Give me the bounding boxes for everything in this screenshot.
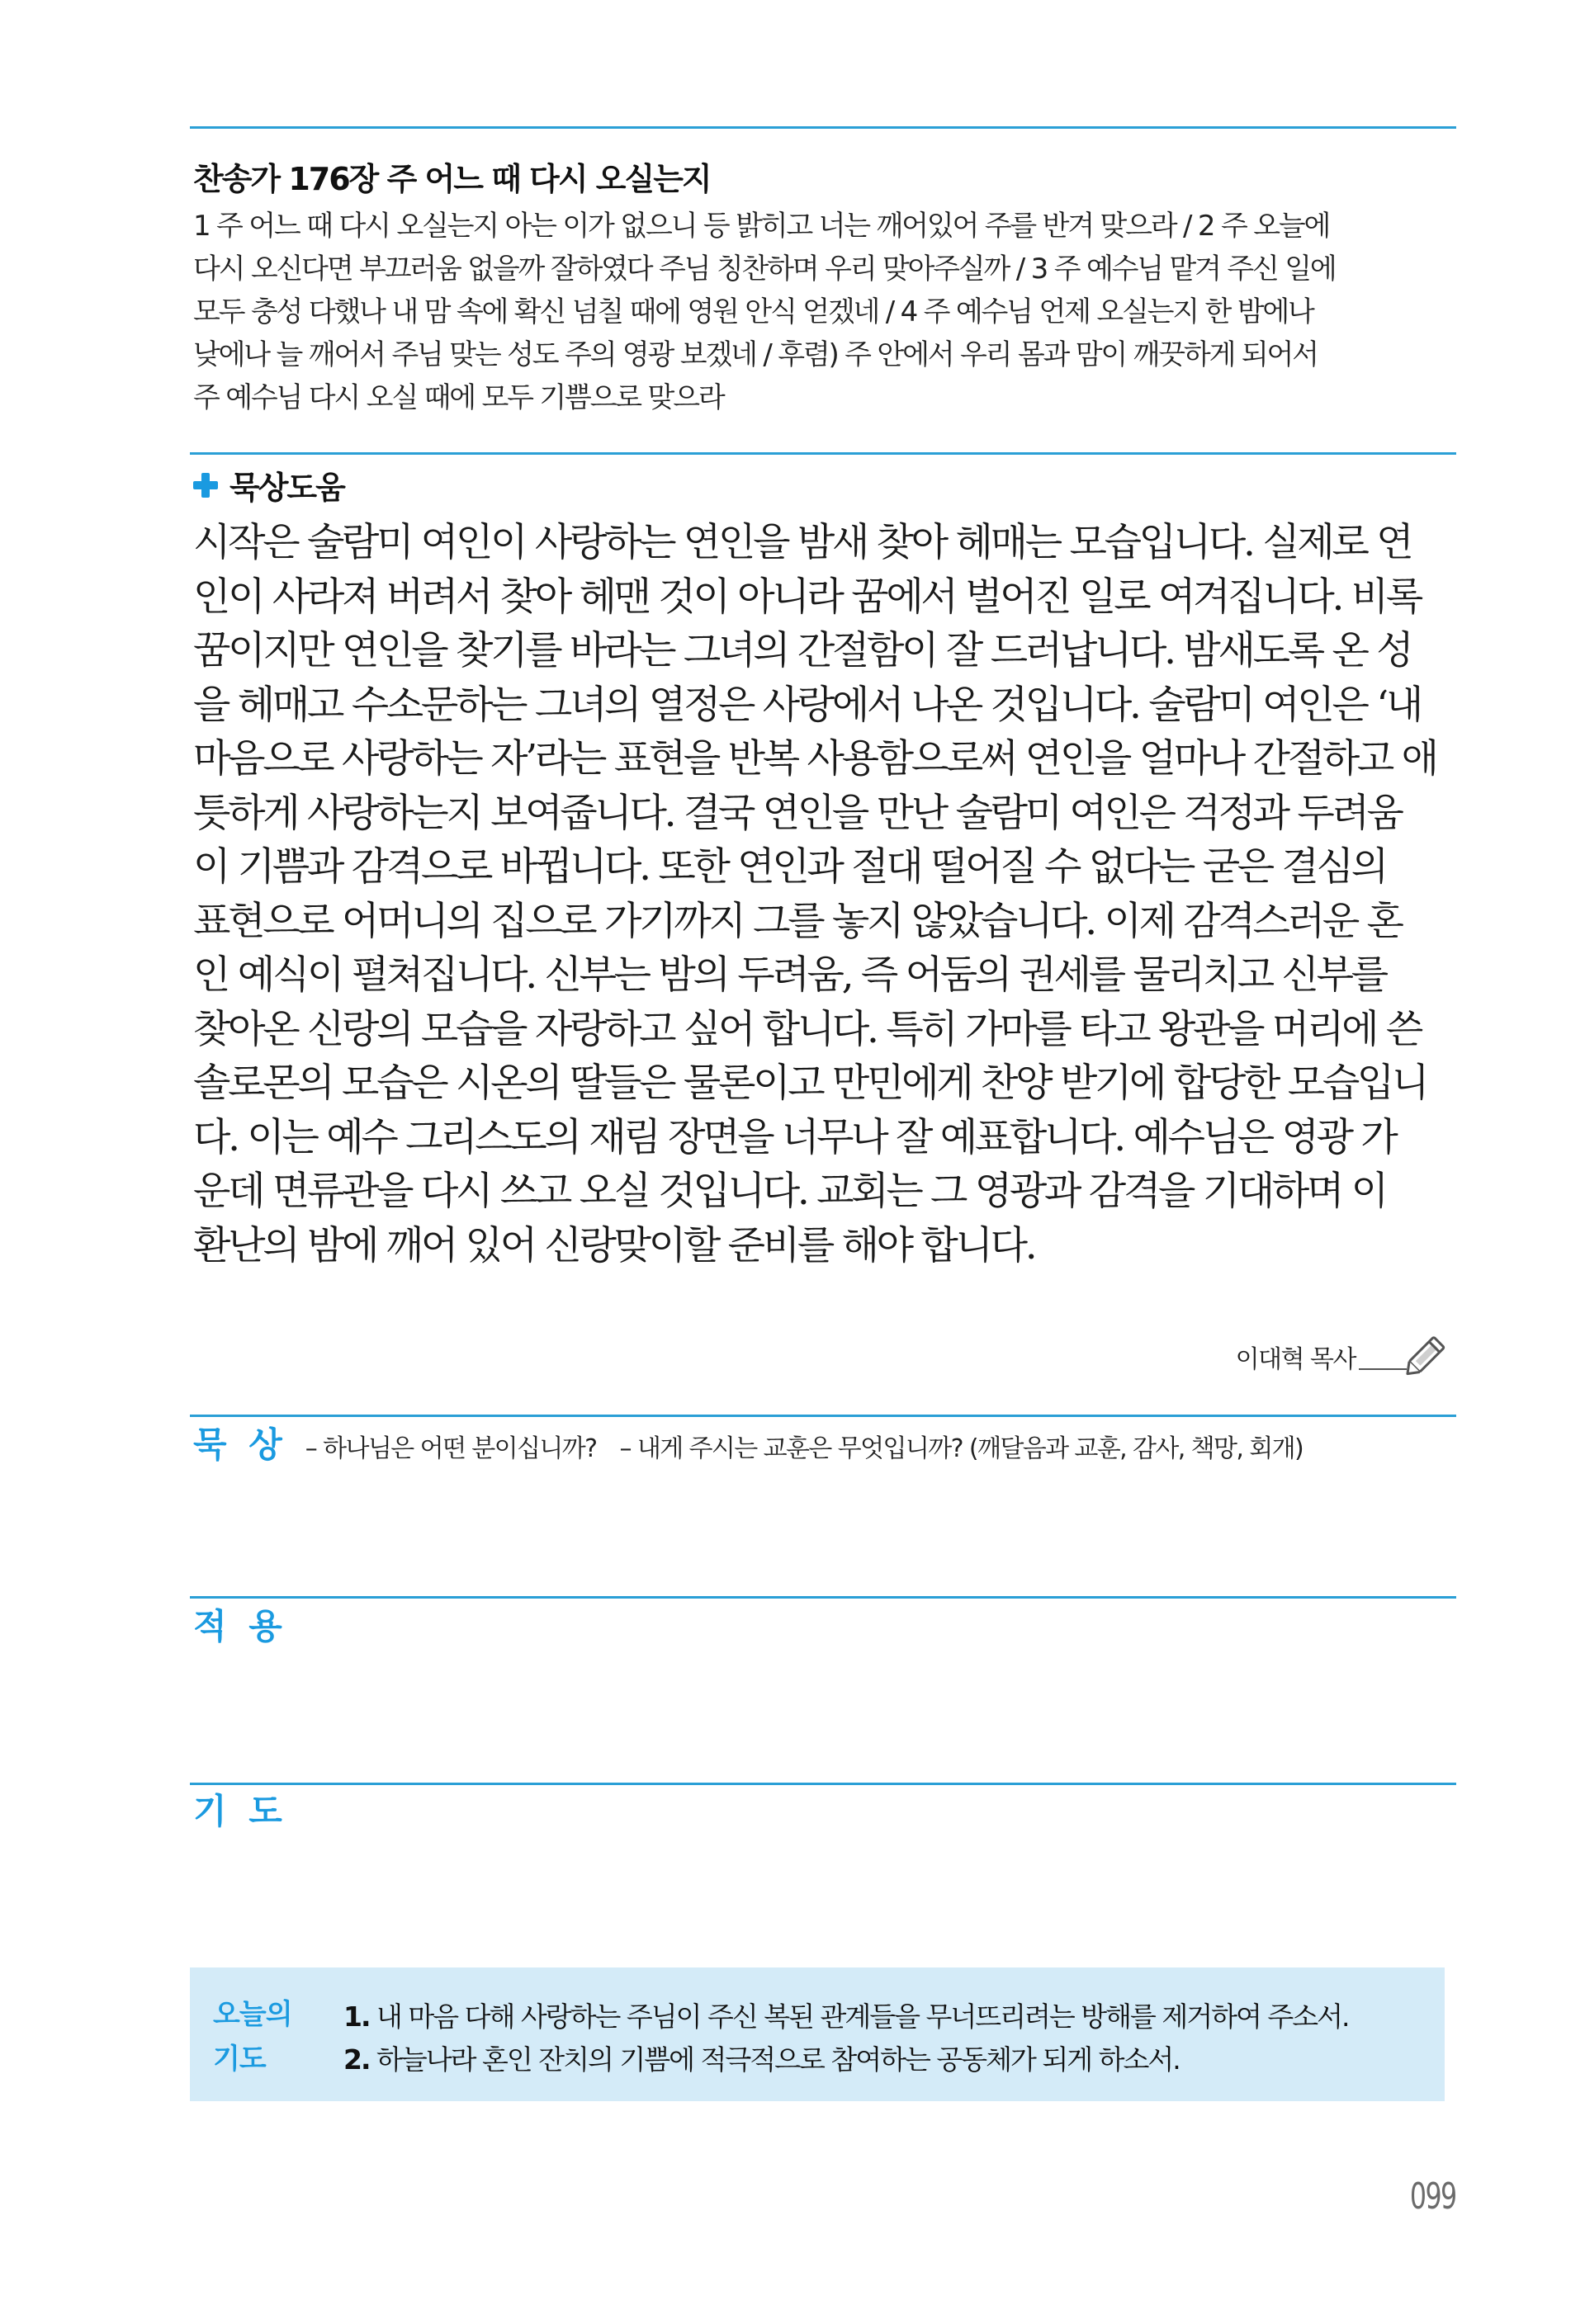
prayer-item-text: 내 마음 다해 사랑하는 주님이 주신 복된 관계들을 무너뜨리려는 방해를 제거하여 주소서.	[369, 2000, 1349, 2033]
body-line: 을 헤매고 수소문하는 그녀의 열정은 사랑에서 나온 것입니다. 술람미 여인은 ‘내	[193, 682, 1421, 728]
prayer-item-number: 1.	[343, 2000, 370, 2033]
todays-prayer-title	[213, 1992, 292, 2081]
body-line: 환난의 밤에 깨어 있어 신랑맞이할 준비를 해야 합니다.	[193, 1222, 1035, 1268]
prayer-list	[343, 1996, 1348, 2081]
meditation-questions	[193, 1418, 1303, 1467]
application-label: 적 용	[193, 1606, 287, 1646]
question-lesson: – 내게 주시는 교훈은 무엇입니까? (깨달음과 교훈, 감사, 책망, 회개)	[619, 1434, 1303, 1463]
body-line: 인 예식이 펼쳐집니다. 신부는 밤의 두려움, 즉 어둠의 권세를 물리치고 신부를	[193, 952, 1386, 998]
hymn-line: 낮에나 늘 깨어서 주님 맞는 성도 주의 영광 보겠네 / 후렴) 주 안에서 우리 몸과 맘이 깨끗하게 되어서	[193, 338, 1318, 371]
application-divider	[190, 1596, 1456, 1599]
hymn-line: 주 예수님 다시 오실 때에 모두 기쁨으로 맞으라	[193, 381, 724, 414]
body-line: 찾아온 신랑의 모습을 자랑하고 싶어 합니다. 특히 가마를 타고 왕관을 머리에 쓴	[193, 1006, 1421, 1052]
meditation-help-title: 묵상도움	[229, 470, 344, 506]
prayer-label: 기 도	[193, 1791, 287, 1831]
body-line: 솔로몬의 모습은 시온의 딸들은 물론이고 만민에게 찬양 받기에 합당한 모습입니	[193, 1060, 1427, 1106]
prayer-item-text: 하늘나라 혼인 잔치의 기쁨에 적극적으로 참여하는 공동체가 되게 하소서.	[369, 2043, 1180, 2076]
hymn-divider	[190, 452, 1456, 455]
body-line: 표현으로 어머니의 집으로 가기까지 그를 놓지 않았습니다. 이제 감격스러운 혼	[193, 898, 1402, 944]
body-line: 틋하게 사랑하는지 보여줍니다. 결국 연인을 만난 술람미 여인은 걱정과 두려움	[193, 790, 1402, 836]
hymn-line: 다시 오신다면 부끄러움 없을까 잘하였다 주님 칭찬하며 우리 맞아주실까 / 3 주 예수님 맡겨 주신 일에	[193, 253, 1336, 286]
hymn-line: 1 주 어느 때 다시 오실는지 아는 이가 없으니 등 밝히고 너는 깨어있어 주를 반겨 맞으라 / 2 주 오늘에	[193, 210, 1330, 243]
prayer-item-number: 2.	[343, 2043, 370, 2076]
question-god: – 하나님은 어떤 분이십니까?	[305, 1434, 597, 1463]
body-line: 마음으로 사랑하는 자’라는 표현을 반복 사용함으로써 연인을 얼마나 간절하고 애	[193, 736, 1436, 782]
meditation-help-body	[193, 516, 1460, 1273]
hymn-title: 찬송가 176장 주 어느 때 다시 오실는지	[193, 161, 711, 197]
todays-prayer-title-line: 오늘의	[213, 1998, 292, 2031]
pencil-icon	[1398, 1330, 1456, 1380]
plus-icon	[193, 473, 218, 498]
hymn-lyrics	[193, 205, 1456, 419]
body-line: 꿈이지만 연인을 찾기를 바라는 그녀의 간절함이 잘 드러납니다. 밤새도록 온 성	[193, 628, 1412, 673]
author-name: 이대혁 목사	[1235, 1345, 1356, 1374]
body-line: 다. 이는 예수 그리스도의 재림 장면을 너무나 잘 예표합니다. 예수님은 영광 가	[193, 1114, 1396, 1160]
body-line: 운데 면류관을 다시 쓰고 오실 것입니다. 교회는 그 영광과 감격을 기대하며 이	[193, 1169, 1386, 1214]
body-line: 이 기쁨과 감격으로 바뀝니다. 또한 연인과 절대 떨어질 수 없다는 굳은 결심의	[193, 844, 1386, 890]
prayer-divider	[190, 1783, 1456, 1785]
todays-prayer-box	[190, 1967, 1445, 2101]
body-line: 인이 사라져 버려서 찾아 헤맨 것이 아니라 꿈에서 벌어진 일로 여겨집니다. 비록	[193, 574, 1421, 620]
author-signature	[1236, 1339, 1407, 1375]
top-divider	[190, 126, 1456, 129]
devotional-page	[190, 0, 1456, 2324]
meditation-label: 묵 상	[193, 1424, 287, 1465]
page-number: 099	[1410, 2175, 1456, 2218]
body-line: 시작은 술람미 여인이 사랑하는 연인을 밤새 찾아 헤매는 모습입니다. 실제로 연	[193, 520, 1412, 565]
prayer-item	[343, 1996, 1348, 2038]
meditation-help-heading	[193, 462, 344, 508]
hymn-line: 모두 충성 다했나 내 맘 속에 확신 넘칠 때에 영원 안식 얻겠네 / 4 주 예수님 언제 오실는지 한 밤에나	[193, 295, 1313, 328]
meditation-divider	[190, 1415, 1456, 1417]
todays-prayer-title-line: 기도	[213, 2043, 266, 2076]
prayer-item	[343, 2038, 1348, 2081]
